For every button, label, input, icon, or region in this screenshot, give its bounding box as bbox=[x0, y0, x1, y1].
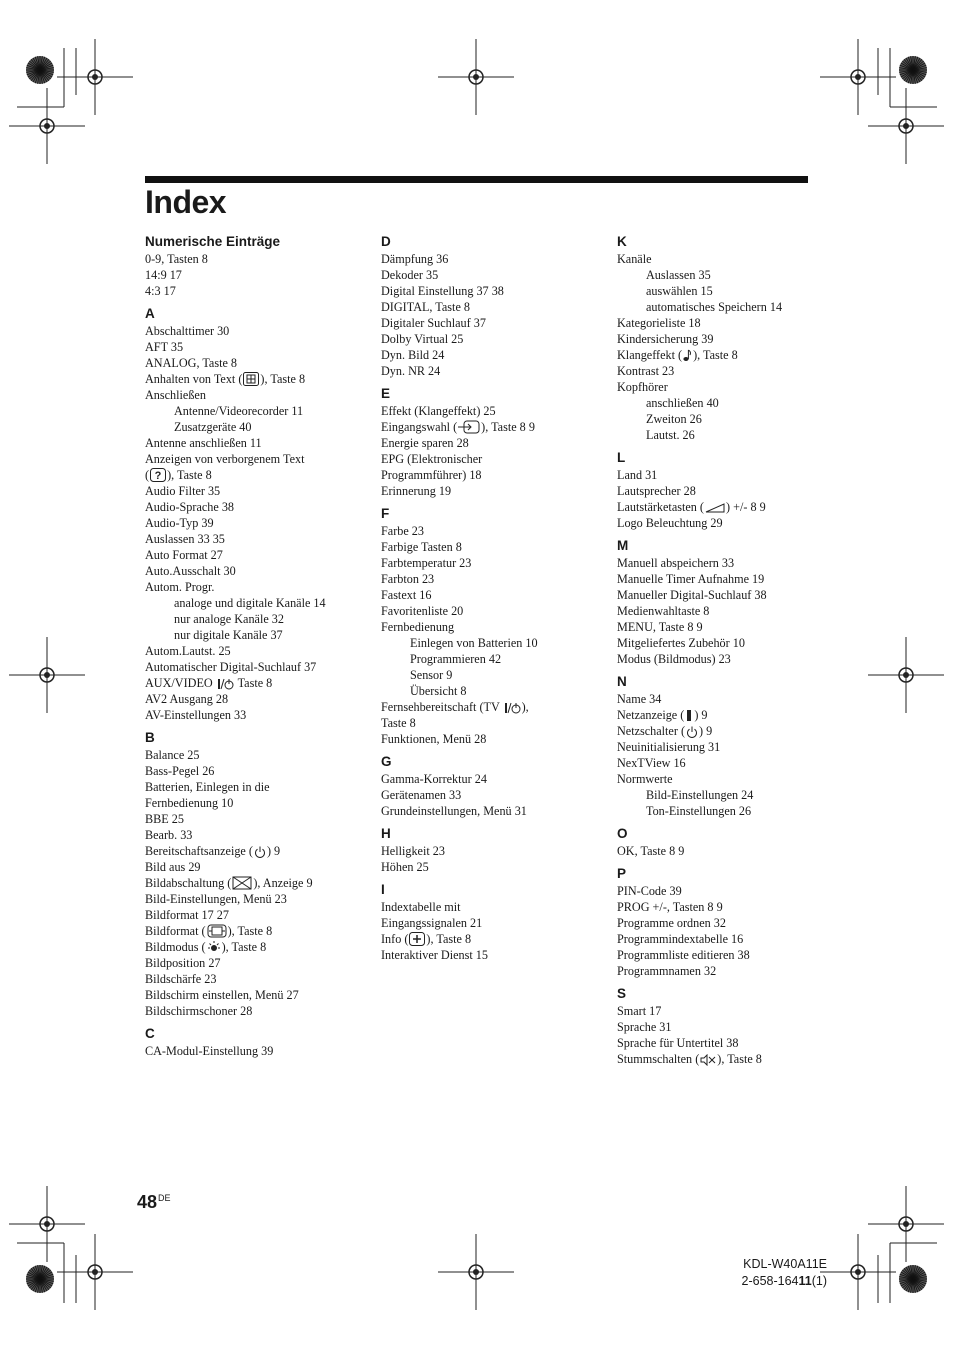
index-entry: Eingangssignalen 21 bbox=[381, 916, 483, 930]
index-subentry: nur analoge Kanäle 32 bbox=[174, 612, 284, 626]
index-entry: Mitgeliefertes Zubehör 10 bbox=[617, 636, 745, 650]
index-subentry: Einlegen von Batterien 10 bbox=[410, 636, 538, 650]
entry-text: ), bbox=[521, 700, 529, 714]
index-entry: Balance 25 bbox=[145, 748, 200, 762]
page-number-value: 48 bbox=[137, 1192, 158, 1212]
index-entry: Fastext 16 bbox=[381, 588, 432, 602]
index-subentry: Programmieren 42 bbox=[410, 652, 502, 666]
section-heading: I bbox=[381, 882, 385, 897]
index-entry: Auto.Ausschalt 30 bbox=[145, 564, 236, 578]
starburst-mark bbox=[26, 56, 54, 84]
index-subentry: Übersicht 8 bbox=[410, 684, 467, 698]
index-entry: CA-Modul-Einstellung 39 bbox=[145, 1044, 274, 1058]
index-entry: Kindersicherung 39 bbox=[617, 332, 714, 346]
trim-lines bbox=[17, 48, 937, 1303]
entry-text: Stummschalten ( bbox=[617, 1052, 700, 1066]
index-entry: PROG +/-, Tasten 8 9 bbox=[617, 900, 723, 914]
index-entry: AV2 Ausgang 28 bbox=[145, 692, 229, 706]
index-subentry: Sensor 9 bbox=[410, 668, 453, 682]
entry-text: Netzanzeige ( bbox=[617, 708, 685, 722]
index-entry: 4:3 17 bbox=[145, 284, 176, 298]
entry-text: ), Anzeige 9 bbox=[253, 876, 313, 890]
section-heading: D bbox=[381, 234, 391, 249]
index-subentry: Zweiton 26 bbox=[646, 412, 702, 426]
index-entry: Kontrast 23 bbox=[617, 364, 675, 378]
index-subentry: Antenne/Videorecorder 11 bbox=[174, 404, 304, 418]
crosshair-mark bbox=[438, 1234, 514, 1310]
entry-text: Netzschalter ( bbox=[617, 724, 686, 738]
index-subentry: Ton-Einstellungen 26 bbox=[646, 804, 752, 818]
index-entry: Bildschärfe 23 bbox=[145, 972, 217, 986]
section-heading: B bbox=[145, 730, 155, 745]
crosshair-mark bbox=[868, 637, 944, 713]
index-entry: Gamma-Korrektur 24 bbox=[381, 772, 487, 786]
index-entry: Bildformat 17 27 bbox=[145, 908, 229, 922]
index-entry: AV-Einstellungen 33 bbox=[145, 708, 247, 722]
model-code: 2-658-16411(1) bbox=[741, 1274, 827, 1288]
index-entry: Land 31 bbox=[617, 468, 658, 482]
index-entry: Programmindextabelle 16 bbox=[617, 932, 744, 946]
crosshair-mark bbox=[820, 39, 896, 115]
entry-text: ) 9 bbox=[699, 724, 713, 738]
index-entry: Audio Filter 35 bbox=[145, 484, 221, 498]
index-entry: Automatischer Digital-Suchlauf 37 bbox=[145, 660, 317, 674]
entry-text: ), Taste 8 bbox=[167, 468, 212, 482]
index-entry: Programmliste editieren 38 bbox=[617, 948, 750, 962]
index-entry: Bass-Pegel 26 bbox=[145, 764, 215, 778]
crosshair-mark bbox=[9, 88, 85, 164]
index-entry: Anschließen bbox=[145, 388, 206, 402]
entry-text: ), Taste 8 bbox=[260, 372, 306, 386]
index-entry: Taste 8 bbox=[381, 716, 416, 730]
index-entry: Sprache 31 bbox=[617, 1020, 672, 1034]
section-heading: N bbox=[617, 674, 627, 689]
index-subentry: Zusatzgeräte 40 bbox=[174, 420, 252, 434]
section-heading: P bbox=[617, 866, 627, 881]
index-subentry: automatisches Speichern 14 bbox=[646, 300, 783, 314]
index-subentry: anschließen 40 bbox=[646, 396, 719, 410]
entry-text: Bereitschaftsanzeige ( bbox=[145, 844, 253, 858]
index-entry: 14:9 17 bbox=[145, 268, 182, 282]
index-entry: Fernbedienung bbox=[381, 620, 455, 634]
index-entry: Digitaler Suchlauf 37 bbox=[381, 316, 486, 330]
index-entry: Auslassen 33 35 bbox=[145, 532, 225, 546]
index-entry: Energie sparen 28 bbox=[381, 436, 469, 450]
index-entry: EPG (Elektronischer bbox=[381, 452, 483, 466]
index-entry: Digital Einstellung 37 38 bbox=[381, 284, 504, 298]
entry-text: AUX/VIDEO bbox=[145, 676, 216, 690]
index-entry: NexTView 16 bbox=[617, 756, 686, 770]
index-entry: Bild-Einstellungen, Menü 23 bbox=[145, 892, 287, 906]
section-heading: A bbox=[145, 306, 155, 321]
index-entry: Normwerte bbox=[617, 772, 673, 786]
index-entry: Manueller Digital-Suchlauf 38 bbox=[617, 588, 767, 602]
index-entry: Audio-Typ 39 bbox=[145, 516, 214, 530]
entry-text: ( bbox=[145, 468, 150, 482]
page-title: Index bbox=[145, 184, 227, 220]
index-entry: Sprache für Untertitel 38 bbox=[617, 1036, 739, 1050]
index-entry: Anzeigen von verborgenem Text bbox=[145, 452, 305, 466]
section-heading: G bbox=[381, 754, 392, 769]
index-entry: Favoritenliste 20 bbox=[381, 604, 464, 618]
index-entry: Programme ordnen 32 bbox=[617, 916, 726, 930]
index-entry: PIN-Code 39 bbox=[617, 884, 682, 898]
entry-text: Taste 8 bbox=[234, 676, 273, 690]
index-entry: Auto Format 27 bbox=[145, 548, 223, 562]
index-entry: Manuelle Timer Aufnahme 19 bbox=[617, 572, 765, 586]
section-heading: C bbox=[145, 1026, 155, 1041]
entry-text: Info ( bbox=[381, 932, 409, 946]
page-lang-suffix: DE bbox=[158, 1193, 171, 1203]
entry-text: ), Taste 8 bbox=[693, 348, 738, 362]
index-entry: Abschalttimer 30 bbox=[145, 324, 230, 338]
index-entry: Bildposition 27 bbox=[145, 956, 221, 970]
entry-text: Klangeffekt ( bbox=[617, 348, 683, 362]
index-subentry: Lautst. 26 bbox=[646, 428, 695, 442]
entry-text: ), Taste 8 bbox=[227, 924, 273, 938]
entry-text: ), Taste 8 bbox=[221, 940, 267, 954]
index-entry: Funktionen, Menü 28 bbox=[381, 732, 487, 746]
index-entry: Bildschirm einstellen, Menü 27 bbox=[145, 988, 299, 1002]
crosshair-mark bbox=[820, 1234, 896, 1310]
section-heading: Numerische Einträge bbox=[145, 234, 281, 249]
starburst-mark bbox=[899, 1265, 927, 1293]
index-entry: Bild aus 29 bbox=[145, 860, 201, 874]
section-heading: E bbox=[381, 386, 391, 401]
index-entry: Fernbedienung 10 bbox=[145, 796, 234, 810]
index-entry: Indextabelle mit bbox=[381, 900, 461, 914]
model-name: KDL-W40A11E bbox=[743, 1257, 827, 1271]
index-entry: Autom.Lautst. 25 bbox=[145, 644, 231, 658]
index-subentry: Auslassen 35 bbox=[646, 268, 711, 282]
index-entry: Farbe 23 bbox=[381, 524, 424, 538]
entry-text: Bildabschaltung ( bbox=[145, 876, 232, 890]
registration-marks bbox=[9, 39, 944, 1310]
index-entry: Farbton 23 bbox=[381, 572, 435, 586]
entry-text: ) +/- 8 9 bbox=[725, 500, 766, 514]
starburst-mark bbox=[899, 56, 927, 84]
index-entry: Programmführer) 18 bbox=[381, 468, 482, 482]
index-entry: Interaktiver Dienst 15 bbox=[381, 948, 488, 962]
crosshair-mark bbox=[57, 1234, 133, 1310]
index-entry: Lautsprecher 28 bbox=[617, 484, 696, 498]
entry-text: Fernsehbereitschaft (TV bbox=[381, 700, 503, 714]
index-subentry: auswählen 15 bbox=[646, 284, 713, 298]
section-heading: H bbox=[381, 826, 391, 841]
section-heading: L bbox=[617, 450, 626, 465]
index-entry: Kategorieliste 18 bbox=[617, 316, 701, 330]
index-entry: Logo Beleuchtung 29 bbox=[617, 516, 723, 530]
index-entry: Batterien, Einlegen in die bbox=[145, 780, 270, 794]
entry-text: ), Taste 8 bbox=[717, 1052, 762, 1066]
index-entry: Farbige Tasten 8 bbox=[381, 540, 462, 554]
index-entry: Manuell abspeichern 33 bbox=[617, 556, 735, 570]
index-entry: Grundeinstellungen, Menü 31 bbox=[381, 804, 527, 818]
index-entry: Helligkeit 23 bbox=[381, 844, 445, 858]
index-subentry: Bild-Einstellungen 24 bbox=[646, 788, 754, 802]
index-entry: MENU, Taste 8 9 bbox=[617, 620, 703, 634]
index-entry: Dyn. Bild 24 bbox=[381, 348, 445, 362]
index-entry: Bearb. 33 bbox=[145, 828, 193, 842]
entry-text: Lautstärketasten ( bbox=[617, 500, 704, 514]
entry-text: ), Taste 8 bbox=[426, 932, 472, 946]
index-entry: Medienwahltaste 8 bbox=[617, 604, 710, 618]
index-entry: Kopfhörer bbox=[617, 380, 668, 394]
index-entry: Smart 17 bbox=[617, 1004, 662, 1018]
crosshair-mark bbox=[9, 637, 85, 713]
index-entry: Dolby Virtual 25 bbox=[381, 332, 464, 346]
index-entry: OK, Taste 8 9 bbox=[617, 844, 685, 858]
entry-text: ) 9 bbox=[694, 708, 708, 722]
index-entry: ANALOG, Taste 8 bbox=[145, 356, 238, 370]
index-entry: AFT 35 bbox=[145, 340, 184, 354]
section-heading: F bbox=[381, 506, 390, 521]
index-entry: Gerätenamen 33 bbox=[381, 788, 462, 802]
crosshair-mark bbox=[438, 39, 514, 115]
index-entry: Audio-Sprache 38 bbox=[145, 500, 235, 514]
index-entry: Höhen 25 bbox=[381, 860, 429, 874]
index-entry: Dyn. NR 24 bbox=[381, 364, 441, 378]
index-entry: 0-9, Tasten 8 bbox=[145, 252, 208, 266]
index-entry: DIGITAL, Taste 8 bbox=[381, 300, 470, 314]
index-entry: Dekoder 35 bbox=[381, 268, 439, 282]
crosshair-mark bbox=[57, 39, 133, 115]
index-entry: Bildschirmschoner 28 bbox=[145, 1004, 253, 1018]
entry-text: ), Taste 8 9 bbox=[481, 420, 535, 434]
index-entry: Autom. Progr. bbox=[145, 580, 215, 594]
index-entry: BBE 25 bbox=[145, 812, 184, 826]
entry-text: Bildformat ( bbox=[145, 924, 206, 938]
index-entry: Farbtemperatur 23 bbox=[381, 556, 472, 570]
index-entry: Programmnamen 32 bbox=[617, 964, 717, 978]
index-subentry: analoge und digitale Kanäle 14 bbox=[174, 596, 326, 610]
crosshair-mark bbox=[868, 1186, 944, 1262]
entry-text: Anhalten von Text ( bbox=[145, 372, 243, 386]
section-heading: S bbox=[617, 986, 627, 1001]
index-entry: Neuinitialisierung 31 bbox=[617, 740, 721, 754]
svg-text:?: ? bbox=[154, 470, 162, 482]
entry-text: ) 9 bbox=[266, 844, 281, 858]
color-bar-marks bbox=[26, 56, 927, 1293]
index-subentry: nur digitale Kanäle 37 bbox=[174, 628, 283, 642]
index-entry: Kanäle bbox=[617, 252, 652, 266]
section-heading: K bbox=[617, 234, 627, 249]
section-heading: M bbox=[617, 538, 629, 553]
index-entry: Erinnerung 19 bbox=[381, 484, 452, 498]
section-heading: O bbox=[617, 826, 628, 841]
index-entry: Modus (Bildmodus) 23 bbox=[617, 652, 731, 666]
index-entry: Name 34 bbox=[617, 692, 662, 706]
entry-text: Bildmodus ( bbox=[145, 940, 206, 954]
crosshair-mark bbox=[868, 88, 944, 164]
index-entry: Effekt (Klangeffekt) 25 bbox=[381, 404, 496, 418]
index-entry: Dämpfung 36 bbox=[381, 252, 449, 266]
starburst-mark bbox=[26, 1265, 54, 1293]
crosshair-mark bbox=[9, 1186, 85, 1262]
index-entry: Antenne anschließen 11 bbox=[145, 436, 262, 450]
entry-text: Eingangswahl ( bbox=[381, 420, 458, 434]
